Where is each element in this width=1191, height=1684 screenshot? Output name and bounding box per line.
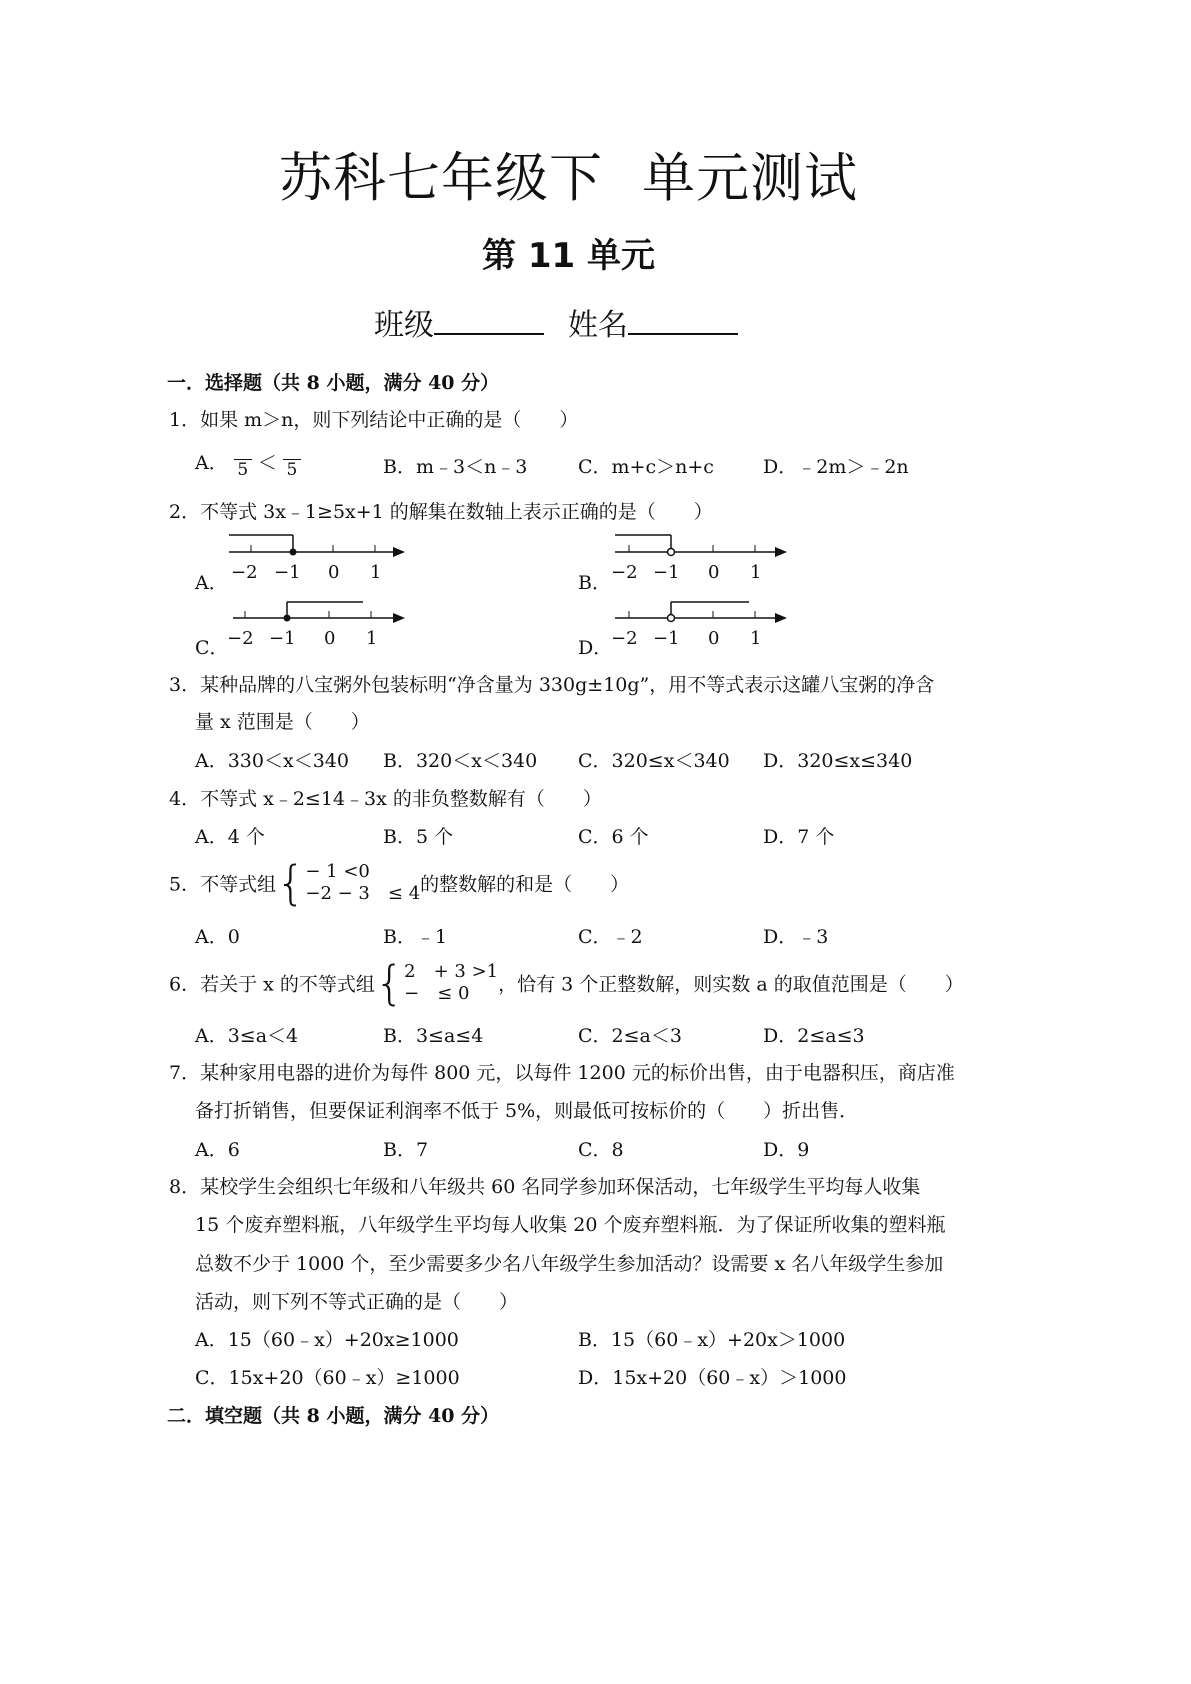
question-2-stem: 2．不等式 3x﹣1≥5x+1 的解集在数轴上表示正确的是（ ） — [169, 501, 713, 523]
question-1-option-b: B．m﹣3＜n﹣3 — [383, 456, 528, 478]
inequality-system-5: − 1 <0 −2 − 3 ≤ 4 — [305, 861, 421, 904]
title-left: 苏科七年级下 — [279, 148, 603, 209]
question-4-stem: 4．不等式 x﹣2≤14﹣3x 的非负整数解有（ ） — [169, 788, 602, 810]
svg-text:1: 1 — [750, 628, 762, 649]
question-3-option-d: D．320≤x≤340 — [763, 750, 913, 772]
question-5-option-d: D．﹣3 — [763, 926, 829, 948]
question-4-option-a: A．4 个 — [195, 826, 265, 848]
question-8-option-d: D．15x+20（60﹣x）＞1000 — [578, 1367, 847, 1389]
svg-text:−2: −2 — [611, 628, 638, 649]
svg-text:−1: −1 — [269, 628, 296, 649]
relation-sign: ＜ — [257, 452, 277, 474]
question-8-option-b: B．15（60﹣x）+20x＞1000 — [578, 1329, 846, 1351]
page-subtitle: 第 11 单元 — [482, 236, 655, 276]
question-6-option-b: B．3≤a≤4 — [383, 1025, 484, 1047]
question-7-option-c: C．8 — [578, 1139, 624, 1161]
number-line-d — [607, 594, 792, 654]
question-7-stem-line2: 备打折销售，但要保证利润率不低于 5%，则最低可按标价的（ ）折出售． — [195, 1100, 859, 1122]
question-3-option-b: B．320＜x＜340 — [383, 750, 538, 772]
svg-text:1: 1 — [366, 628, 378, 649]
question-8-option-c: C．15x+20（60﹣x）≥1000 — [195, 1367, 460, 1389]
section-title-fill: 二．填空题（共 8 小题，满分 40 分） — [167, 1405, 500, 1427]
svg-text:0: 0 — [708, 562, 720, 583]
question-3-stem-line1: 3．某种品牌的八宝粥外包装标明“净含量为 330g±10g”，用不等式表示这罐八宝粥的净含 — [169, 674, 935, 696]
fraction-right: 5 — [283, 449, 301, 479]
question-7-option-b: B．7 — [383, 1139, 429, 1161]
question-4-option-c: C．6 个 — [578, 826, 649, 848]
svg-text:−2: −2 — [227, 628, 254, 649]
svg-text:−1: −1 — [653, 562, 680, 583]
number-line-c — [225, 594, 410, 654]
class-label: 班级 — [374, 308, 434, 343]
question-1-option-a: A． 5 ＜ 5 — [195, 448, 301, 479]
question-4-option-b: B．5 个 — [383, 826, 454, 848]
name-label: 姓名 — [568, 308, 628, 343]
svg-text:−1: −1 — [653, 628, 680, 649]
question-3-option-a: A．330＜x＜340 — [195, 750, 349, 772]
question-2-option-d: D． — [578, 637, 613, 659]
question-2-option-a: A． — [195, 572, 228, 594]
question-8-stem-line1: 8．某校学生会组织七年级和八年级共 60 名同学参加环保活动，七年级学生平均每人收集 — [169, 1176, 921, 1198]
number-line-a — [225, 528, 410, 588]
class-blank — [434, 305, 544, 335]
svg-text:0: 0 — [708, 628, 720, 649]
question-5-option-b: B．﹣1 — [383, 926, 448, 948]
title-right: 单元测试 — [642, 148, 858, 209]
question-1-stem: 1．如果 m＞n，则下列结论中正确的是（ ） — [169, 409, 579, 431]
question-6-stem: 6．若关于 x 的不等式组{ 2 + 3 >1 − ≤ 0 ，恰有 3 个正整数解，则实数 a 的取值范围是（ ） — [169, 956, 964, 1010]
name-field — [568, 300, 738, 344]
fraction-left: 5 — [234, 449, 252, 479]
question-6-option-a: A．3≤a＜4 — [195, 1025, 299, 1047]
question-6-option-d: D．2≤a≤3 — [763, 1025, 865, 1047]
question-3-option-c: C．320≤x＜340 — [578, 750, 730, 772]
question-8-stem-line4: 活动，则下列不等式正确的是（ ） — [195, 1291, 519, 1313]
question-3-stem-line2: 量 x 范围是（ ） — [195, 711, 370, 733]
number-line-b — [607, 528, 792, 588]
question-8-stem-line2: 15 个废弃塑料瓶，八年级学生平均每人收集 20 个废弃塑料瓶．为了保证所收集的塑料瓶 — [195, 1214, 946, 1236]
question-1-option-d: D．﹣2m＞﹣2n — [763, 456, 909, 478]
svg-text:0: 0 — [324, 628, 336, 649]
question-7-option-a: A．6 — [195, 1139, 240, 1161]
question-8-stem-line3: 总数不少于 1000 个，至少需要多少名八年级学生参加活动？设需要 x 名八年级学生参加 — [195, 1253, 944, 1275]
question-1-option-c: C．m+c＞n+c — [578, 456, 714, 478]
svg-text:0: 0 — [328, 562, 340, 583]
class-field — [374, 300, 544, 344]
question-7-option-d: D．9 — [763, 1139, 810, 1161]
question-5-option-c: C．﹣2 — [578, 926, 643, 948]
svg-text:1: 1 — [750, 562, 762, 583]
question-6-option-c: C．2≤a＜3 — [578, 1025, 682, 1047]
question-2-option-c: C． — [195, 637, 229, 659]
section-title-choice: 一．选择题（共 8 小题，满分 40 分） — [167, 372, 500, 394]
question-4-option-d: D．7 个 — [763, 826, 835, 848]
question-8-option-a: A．15（60﹣x）+20x≥1000 — [195, 1329, 459, 1351]
inequality-system-6: 2 + 3 >1 − ≤ 0 — [404, 961, 499, 1004]
question-5-stem: 5．不等式组{ − 1 <0 −2 − 3 ≤ 4 的整数解的和是（ ） — [169, 856, 630, 910]
question-5-option-a: A．0 — [195, 926, 240, 948]
question-7-stem-line1: 7．某种家用电器的进价为每件 800 元，以每件 1200 元的标价出售，由于电器积压，商店准 — [169, 1062, 955, 1084]
svg-text:−1: −1 — [274, 562, 301, 583]
question-2-option-b: B． — [578, 572, 611, 594]
name-blank — [628, 305, 738, 335]
svg-text:−2: −2 — [611, 562, 638, 583]
svg-text:1: 1 — [370, 562, 382, 583]
svg-text:−2: −2 — [231, 562, 258, 583]
